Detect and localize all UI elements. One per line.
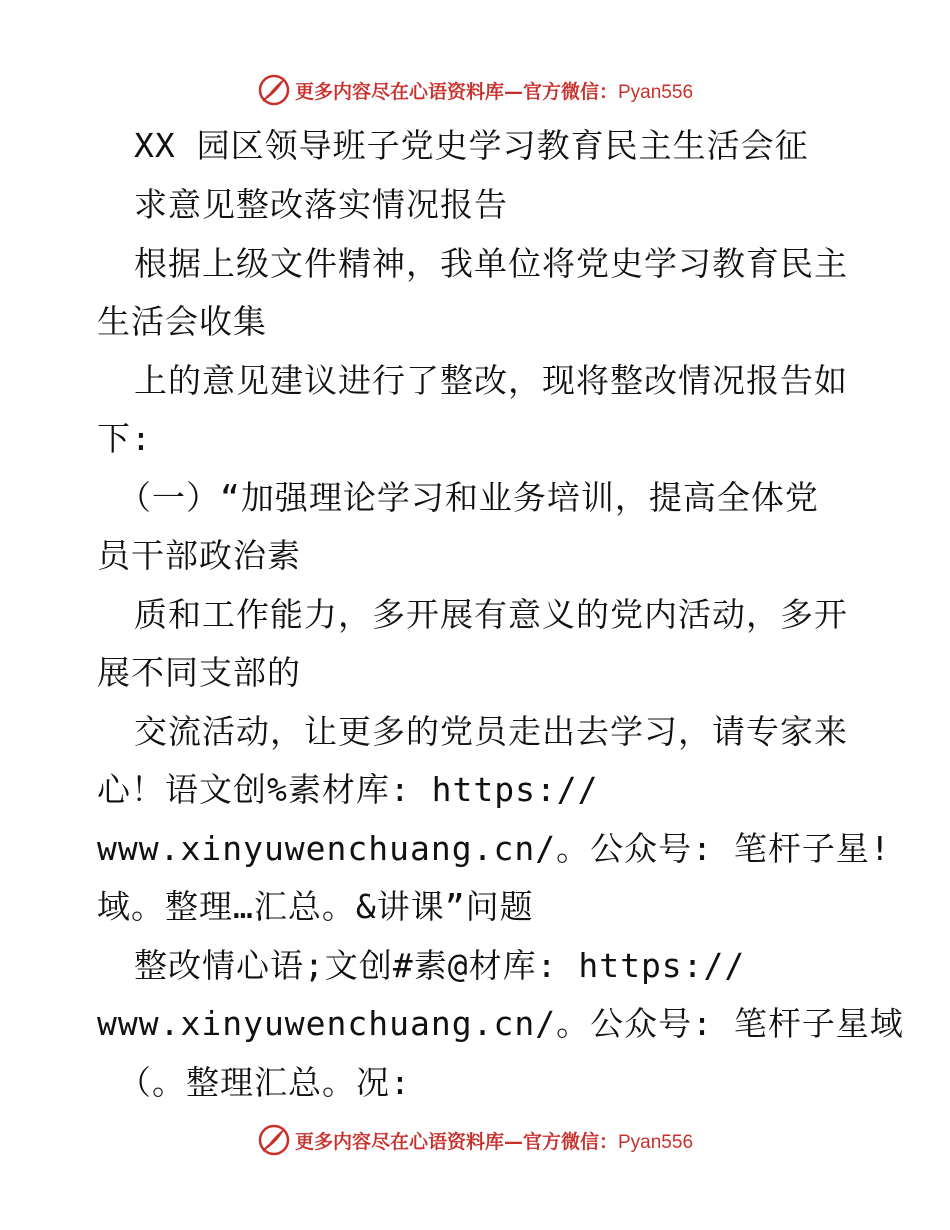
watermark-wechat-id: Pyan556 — [618, 1131, 694, 1153]
paragraph-line: 整改情心语;文创#素@材库: https:// — [134, 946, 746, 985]
paragraph-line: 根据上级文件精神，我单位将党史学习教育民主 — [134, 244, 848, 283]
header-watermark — [0, 70, 950, 110]
paragraph-line: （一）“加强理论学习和业务培训，提高全体党 — [118, 478, 819, 517]
paragraph-line: （。整理汇总。况: — [118, 1063, 411, 1102]
paragraph-line: 生活会收集 — [97, 302, 267, 341]
paragraph-line: 质和工作能力，多开展有意义的党内活动，多开 — [134, 595, 848, 634]
paragraph-line: 域。整理…汇总。&讲课”问题 — [97, 887, 534, 926]
feather-pen-logo-icon — [257, 1123, 291, 1157]
paragraph-line: www.xinyuwenchuang.cn/。公众号: 笔杆子星! — [97, 829, 891, 868]
document-title-line-1: XX 园区领导班子党史学习教育民主生活会征 — [134, 126, 809, 165]
watermark-text: 更多内容尽在心语资料库—官方微信：Pyan556 — [294, 1130, 694, 1153]
watermark-wechat-id: Pyan556 — [618, 81, 694, 103]
paragraph-line: 交流活动，让更多的党员走出去学习，请专家来 — [134, 712, 848, 751]
paragraph-line: 上的意见建议进行了整改，现将整改情况报告如 — [134, 361, 848, 400]
feather-pen-logo-icon — [257, 73, 291, 107]
paragraph-line: 员干部政治素 — [97, 536, 301, 575]
footer-watermark — [0, 1120, 950, 1160]
paragraph-line: 下: — [97, 419, 152, 458]
paragraph-line: 心！语文创%素材库: https:// — [97, 770, 599, 809]
paragraph-line: 展不同支部的 — [97, 653, 301, 692]
paragraph-line: www.xinyuwenchuang.cn/。公众号: 笔杆子星域 — [97, 1004, 904, 1043]
document-title-line-2: 求意见整改落实情况报告 — [134, 185, 508, 224]
watermark-text: 更多内容尽在心语资料库—官方微信：Pyan556 — [294, 80, 694, 103]
